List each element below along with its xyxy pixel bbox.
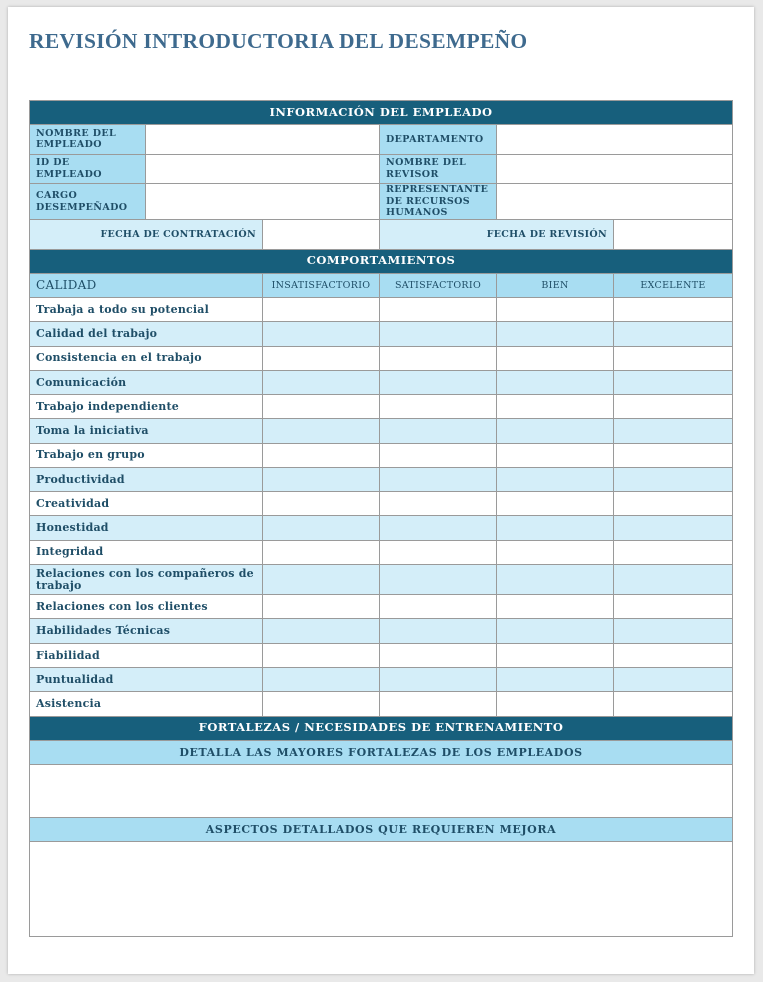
document-page	[8, 7, 754, 974]
rating-cell-unsatisfactory[interactable]	[263, 667, 380, 691]
rating-cell-excellent[interactable]	[614, 467, 733, 491]
rating-cell-good[interactable]	[497, 643, 614, 667]
behavior-label: Trabajo en grupo	[30, 443, 263, 467]
employee-id-field[interactable]	[146, 154, 380, 183]
behavior-row	[30, 619, 733, 643]
rating-cell-unsatisfactory[interactable]	[263, 540, 380, 564]
quality-column-header: CALIDAD	[30, 273, 263, 297]
rating-cell-good[interactable]	[497, 346, 614, 370]
employee-name-label: NOMBRE DEL EMPLEADO	[30, 125, 146, 154]
behavior-label: Creatividad	[30, 492, 263, 516]
rating-cell-good[interactable]	[497, 516, 614, 540]
behavior-row	[30, 298, 733, 322]
behavior-label: Puntualidad	[30, 667, 263, 691]
rating-cell-excellent[interactable]	[614, 619, 733, 643]
rating-cell-excellent[interactable]	[614, 667, 733, 691]
rating-cell-good[interactable]	[497, 322, 614, 346]
rating-cell-excellent[interactable]	[614, 643, 733, 667]
rating-cell-good[interactable]	[497, 667, 614, 691]
behavior-label: Honestidad	[30, 516, 263, 540]
rating-cell-satisfactory[interactable]	[380, 395, 497, 419]
employee-name-field[interactable]	[146, 125, 380, 154]
rating-cell-good[interactable]	[497, 692, 614, 716]
rating-cell-excellent[interactable]	[614, 346, 733, 370]
rating-header-unsatisfactory: INSATISFACTORIO	[263, 273, 380, 297]
rating-cell-excellent[interactable]	[614, 322, 733, 346]
rating-cell-good[interactable]	[497, 467, 614, 491]
employee-info-heading: INFORMACIÓN DEL EMPLEADO	[30, 101, 733, 125]
behavior-row	[30, 346, 733, 370]
department-label: DEPARTAMENTO	[380, 125, 497, 154]
rating-cell-unsatisfactory[interactable]	[263, 298, 380, 322]
rating-cell-excellent[interactable]	[614, 516, 733, 540]
behavior-row	[30, 419, 733, 443]
rating-cell-good[interactable]	[497, 298, 614, 322]
behavior-label: Productividad	[30, 467, 263, 491]
behavior-label: Trabajo independiente	[30, 395, 263, 419]
hr-representative-field[interactable]	[497, 183, 733, 219]
employee-id-label: ID DE EMPLEADO	[30, 154, 146, 183]
rating-cell-satisfactory[interactable]	[380, 467, 497, 491]
behavior-row	[30, 564, 733, 594]
rating-cell-unsatisfactory[interactable]	[263, 619, 380, 643]
strengths-label: DETALLA LAS MAYORES FORTALEZAS DE LOS EMPLEADOS	[30, 740, 733, 764]
job-title-label: CARGO DESEMPEÑADO	[30, 183, 146, 219]
rating-cell-excellent[interactable]	[614, 443, 733, 467]
reviewer-name-label: NOMBRE DEL REVISOR	[380, 154, 497, 183]
rating-cell-good[interactable]	[497, 595, 614, 619]
rating-cell-excellent[interactable]	[614, 540, 733, 564]
improvement-label: ASPECTOS DETALLADOS QUE REQUIEREN MEJORA	[30, 817, 733, 841]
behavior-label: Integridad	[30, 540, 263, 564]
hire-date-field[interactable]	[263, 220, 380, 249]
rating-cell-satisfactory[interactable]	[380, 370, 497, 394]
behavior-row	[30, 467, 733, 491]
rating-cell-satisfactory[interactable]	[380, 492, 497, 516]
rating-cell-unsatisfactory[interactable]	[263, 516, 380, 540]
rating-cell-unsatisfactory[interactable]	[263, 692, 380, 716]
rating-cell-good[interactable]	[497, 370, 614, 394]
rating-cell-satisfactory[interactable]	[380, 419, 497, 443]
rating-cell-unsatisfactory[interactable]	[263, 467, 380, 491]
rating-cell-satisfactory[interactable]	[380, 564, 497, 594]
rating-header-excellent: EXCELENTE	[614, 273, 733, 297]
rating-cell-satisfactory[interactable]	[380, 595, 497, 619]
page-title: REVISIÓN INTRODUCTORIA DEL DESEMPEÑO	[29, 29, 528, 53]
behavior-label: Asistencia	[30, 692, 263, 716]
rating-cell-satisfactory[interactable]	[380, 619, 497, 643]
behavior-label: Fiabilidad	[30, 643, 263, 667]
behavior-row	[30, 516, 733, 540]
rating-cell-unsatisfactory[interactable]	[263, 492, 380, 516]
behavior-row	[30, 692, 733, 716]
review-date-label: FECHA DE REVISIÓN	[380, 220, 614, 249]
rating-cell-unsatisfactory[interactable]	[263, 370, 380, 394]
behavior-label: Comunicación	[30, 370, 263, 394]
rating-header-good: BIEN	[497, 273, 614, 297]
behavior-row	[30, 395, 733, 419]
rating-cell-unsatisfactory[interactable]	[263, 595, 380, 619]
review-form-table	[29, 100, 733, 937]
rating-cell-excellent[interactable]	[614, 692, 733, 716]
rating-cell-satisfactory[interactable]	[380, 692, 497, 716]
rating-cell-satisfactory[interactable]	[380, 443, 497, 467]
improvement-text-area[interactable]	[30, 841, 733, 936]
rating-cell-satisfactory[interactable]	[380, 516, 497, 540]
hr-representative-label: REPRESENTANTE DE RECURSOS HUMANOS	[380, 183, 497, 219]
behavior-label: Trabaja a todo su potencial	[30, 298, 263, 322]
rating-cell-excellent[interactable]	[614, 492, 733, 516]
behavior-row	[30, 643, 733, 667]
rating-cell-good[interactable]	[497, 540, 614, 564]
rating-header-satisfactory: SATISFACTORIO	[380, 273, 497, 297]
rating-cell-excellent[interactable]	[614, 395, 733, 419]
behavior-label: Consistencia en el trabajo	[30, 346, 263, 370]
behavior-row	[30, 540, 733, 564]
behavior-label: Habilidades Técnicas	[30, 619, 263, 643]
behavior-row	[30, 370, 733, 394]
rating-cell-excellent[interactable]	[614, 564, 733, 594]
rating-cell-satisfactory[interactable]	[380, 667, 497, 691]
behavior-label: Toma la iniciativa	[30, 419, 263, 443]
rating-cell-unsatisfactory[interactable]	[263, 443, 380, 467]
rating-cell-unsatisfactory[interactable]	[263, 564, 380, 594]
behavior-row	[30, 443, 733, 467]
hire-date-label: FECHA DE CONTRATACIÓN	[30, 220, 263, 249]
reviewer-name-field[interactable]	[497, 154, 733, 183]
rating-cell-excellent[interactable]	[614, 298, 733, 322]
department-field[interactable]	[497, 125, 733, 154]
rating-cell-good[interactable]	[497, 419, 614, 443]
strengths-heading: FORTALEZAS / NECESIDADES DE ENTRENAMIENTO	[30, 716, 733, 740]
behavior-row	[30, 667, 733, 691]
behavior-row	[30, 322, 733, 346]
behavior-label: Relaciones con los clientes	[30, 595, 263, 619]
rating-cell-excellent[interactable]	[614, 419, 733, 443]
rating-cell-unsatisfactory[interactable]	[263, 322, 380, 346]
rating-cell-unsatisfactory[interactable]	[263, 346, 380, 370]
behaviors-heading: COMPORTAMIENTOS	[30, 249, 733, 273]
rating-cell-excellent[interactable]	[614, 370, 733, 394]
behavior-label: Calidad del trabajo	[30, 322, 263, 346]
rating-cell-satisfactory[interactable]	[380, 298, 497, 322]
strengths-text-area[interactable]	[30, 765, 733, 818]
behavior-rows	[30, 298, 733, 717]
review-date-field[interactable]	[614, 220, 733, 249]
job-title-field[interactable]	[146, 183, 380, 219]
rating-cell-unsatisfactory[interactable]	[263, 419, 380, 443]
rating-cell-unsatisfactory[interactable]	[263, 395, 380, 419]
rating-cell-satisfactory[interactable]	[380, 540, 497, 564]
rating-cell-satisfactory[interactable]	[380, 643, 497, 667]
rating-cell-good[interactable]	[497, 619, 614, 643]
rating-cell-good[interactable]	[497, 492, 614, 516]
rating-cell-excellent[interactable]	[614, 595, 733, 619]
behavior-label: Relaciones con los compañeros de trabajo	[30, 564, 263, 594]
rating-cell-good[interactable]	[497, 395, 614, 419]
behavior-row	[30, 595, 733, 619]
rating-cell-good[interactable]	[497, 564, 614, 594]
rating-cell-satisfactory[interactable]	[380, 322, 497, 346]
behavior-row	[30, 492, 733, 516]
rating-cell-satisfactory[interactable]	[380, 346, 497, 370]
rating-cell-unsatisfactory[interactable]	[263, 643, 380, 667]
rating-cell-good[interactable]	[497, 443, 614, 467]
